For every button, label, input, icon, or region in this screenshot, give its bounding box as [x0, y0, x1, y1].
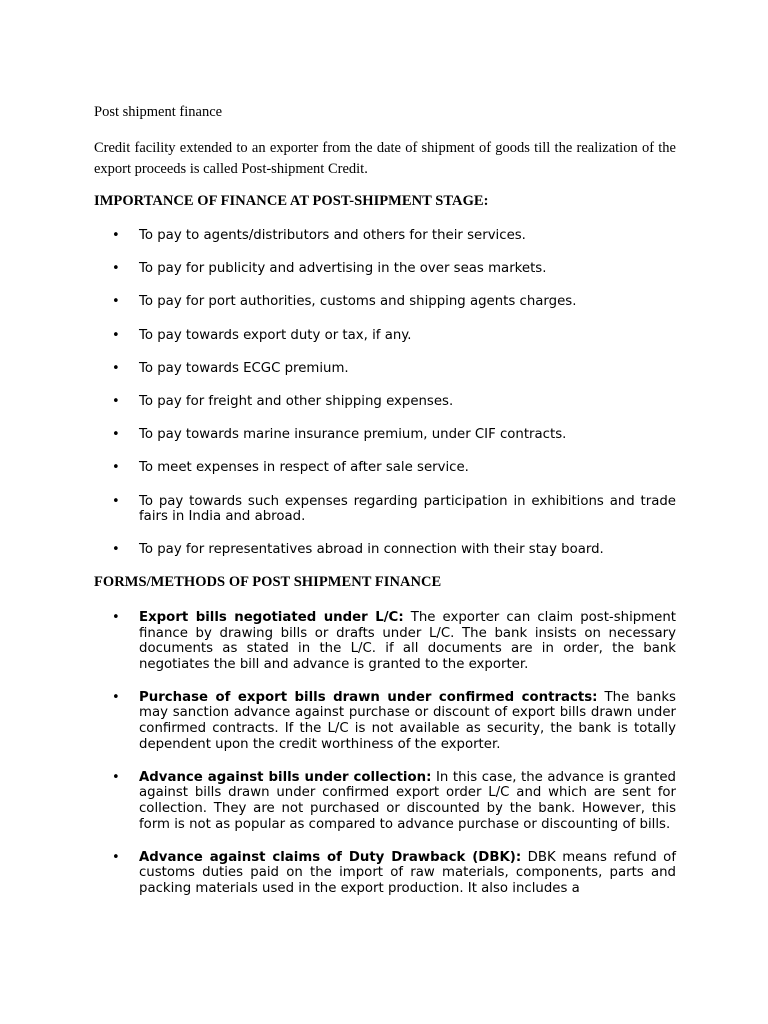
list-item — [112, 690, 676, 752]
term-description: DBK means refund of customs duties paid on the import of raw materials, components, parts and packing materials used in the export production. It also includes a — [139, 849, 676, 896]
bullet-icon: • — [112, 393, 120, 409]
list-item — [112, 542, 676, 558]
bullet-icon: • — [112, 460, 120, 476]
list-item — [112, 394, 676, 410]
list-item — [112, 770, 676, 832]
bullet-icon: • — [112, 427, 120, 443]
list-item-text: To pay for representatives abroad in connection with their stay board. — [139, 542, 604, 558]
bullet-icon: • — [112, 360, 120, 376]
bullet-icon: • — [112, 542, 120, 558]
forms-heading: FORMS/METHODS OF POST SHIPMENT FINANCE — [94, 574, 442, 590]
document-title: Post shipment finance — [94, 104, 223, 120]
term-label: Advance against claims of Duty Drawback (DBK): — [139, 849, 522, 865]
bullet-icon: • — [112, 228, 120, 243]
bullet-icon: • — [112, 493, 120, 509]
list-item — [112, 328, 676, 344]
list-item-text: To meet expenses in respect of after sale service. — [139, 460, 469, 476]
intro-paragraph: Credit facility extended to an exporter from the date of shipment of goods till the realization of the export proceeds is called Post-shipment Credit. — [94, 140, 676, 177]
bullet-icon: • — [112, 769, 120, 785]
term-label: Purchase of export bills drawn under confirmed contracts: — [139, 689, 598, 705]
list-item — [112, 361, 676, 377]
importance-heading: IMPORTANCE OF FINANCE AT POST-SHIPMENT STAGE: — [94, 193, 489, 209]
list-item — [112, 228, 676, 244]
term-description: The exporter can claim post-shipment finance by drawing bills or drafts under L/C. The bank insists on necessary documents as stated in the L/C. if all documents are in order, the bank negotiates the bill and advance is granted to the exporter. — [139, 610, 676, 672]
list-item-text: To pay to agents/distributors and others for their services. — [139, 228, 526, 243]
bullet-icon: • — [112, 849, 120, 865]
term-description: In this case, the advance is granted against bills drawn under confirmed export order L/C and which are sent for collection. They are not purchased or discounted by the bank. However, this form is not as popular as compared to advance purchase or discounting of bills. — [139, 769, 676, 832]
importance-list — [112, 228, 676, 575]
bullet-icon: • — [112, 261, 120, 277]
bullet-icon: • — [112, 294, 120, 310]
list-item-text: To pay towards marine insurance premium, under CIF contracts. — [139, 427, 567, 443]
forms-list — [112, 610, 676, 914]
list-item — [112, 850, 676, 897]
list-item — [112, 261, 676, 277]
list-item — [112, 294, 676, 310]
list-item-text: To pay towards ECGC premium. — [139, 360, 349, 376]
list-item — [112, 610, 676, 672]
term-label: Advance against bills under collection: — [139, 769, 432, 785]
list-item-text: To pay for port authorities, customs and shipping agents charges. — [139, 294, 577, 310]
term-label: Export bills negotiated under L/C: — [139, 610, 404, 625]
bullet-icon: • — [112, 327, 120, 343]
bullet-icon: • — [112, 689, 120, 705]
list-item — [112, 427, 676, 443]
list-item-text: To pay towards export duty or tax, if any. — [139, 327, 412, 343]
list-item-text: To pay for publicity and advertising in the over seas markets. — [139, 261, 547, 277]
list-item-text: To pay towards such expenses regarding participation in exhibitions and trade fairs in India and abroad. — [139, 493, 676, 525]
bullet-icon: • — [112, 610, 120, 625]
term-description: The banks may sanction advance against purchase or discount of export bills drawn under confirmed contracts. If the L/C is not available as security, the bank is totally dependent upon the credit worthiness of the exporter. — [139, 689, 676, 752]
list-item — [112, 460, 676, 476]
list-item — [112, 494, 676, 525]
list-item-text: To pay for freight and other shipping expenses. — [139, 393, 454, 409]
